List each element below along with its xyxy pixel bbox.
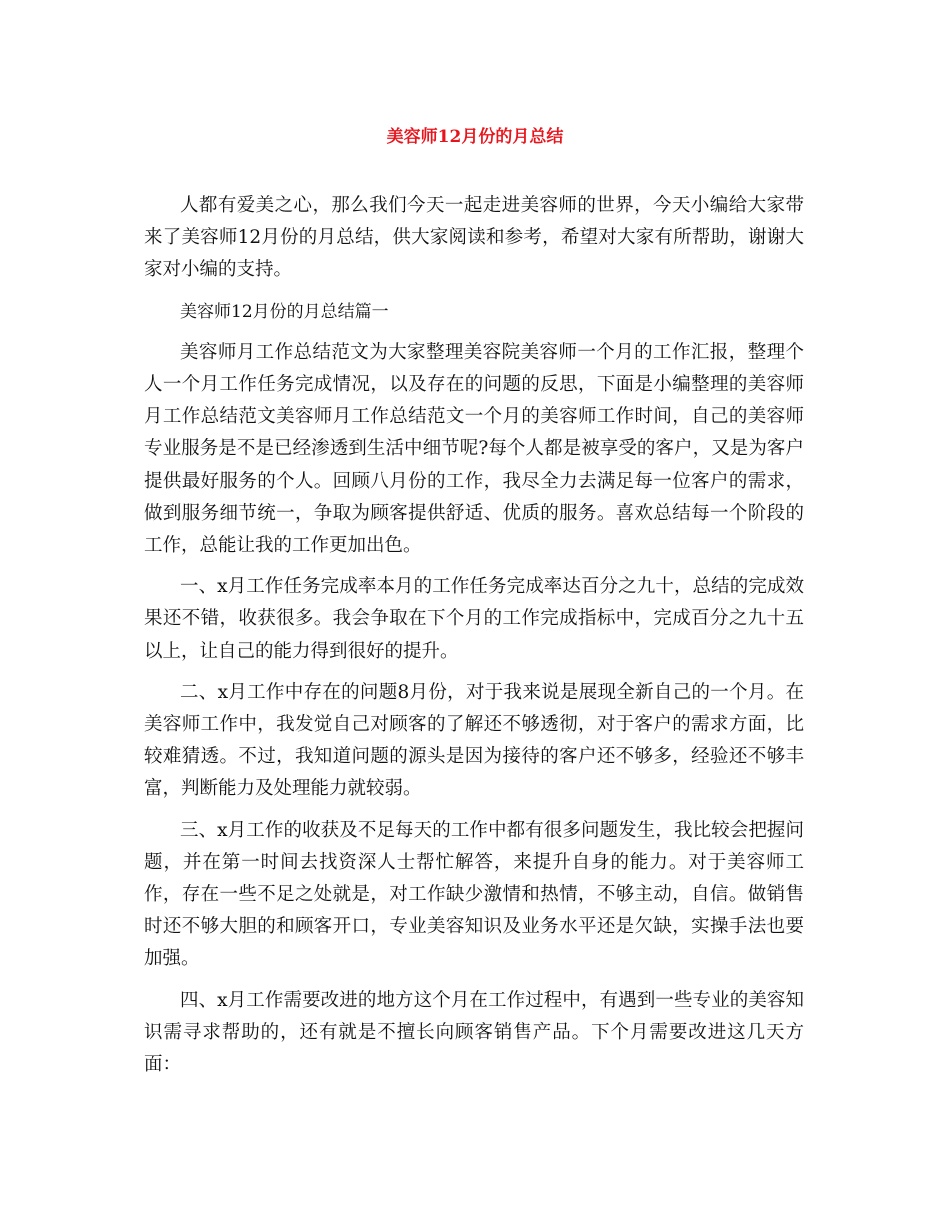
body-paragraph: 三、x月工作的收获及不足每天的工作中都有很多问题发生，我比较会把握问题，并在第一时间去找资深人士帮忙解答，来提升自身的能力。对于美容师工作，存在一些不足之处就是，对工作缺少激情和热情，不够主动，自信。做销售时还不够大胆的和顾客开口，专业美容知识及业务水平还是欠缺，实操手法也要加强。 (144, 819, 804, 970)
document-body (144, 190, 804, 1081)
body-paragraph: 四、x月工作需要改进的地方这个月在工作过程中，有遇到一些专业的美容知识需寻求帮助的，还有就是不擅长向顾客销售产品。下个月需要改进这几天方面： (144, 989, 804, 1076)
document-title: 美容师12月份的月总结 (386, 127, 564, 147)
section-heading: 美容师12月份的月总结篇一 (180, 301, 389, 322)
body-paragraph: 美容师月工作总结范文为大家整理美容院美容师一个月的工作汇报，整理个人一个月工作任务完成情况，以及存在的问题的反思，下面是小编整理的美容师月工作总结范文美容师月工作总结范文一个月的美容师工作时间，自己的美容师专业服务是不是已经渗透到生活中细节呢?每个人都是被享受的客户，又是为客户提供最好服务的个人。回顾八月份的工作，我尽全力去满足每一位客户的需求，做到服务细节统一，争取为顾客提供舒适、优质的服务。喜欢总结每一个阶段的工作，总能让我的工作更加出色。 (144, 341, 804, 557)
body-paragraph: 二、x月工作中存在的问题8月份，对于我来说是展现全新自己的一个月。在美容师工作中，我发觉自己对顾客的了解还不够透彻，对于客户的需求方面，比较难猜透。不过，我知道问题的源头是因为接待的客户还不够多，经验还不够丰富，判断能力及处理能力就较弱。 (144, 681, 804, 800)
intro-paragraph: 人都有爱美之心，那么我们今天一起走进美容师的世界，今天小编给大家带来了美容师12月份的月总结，供大家阅读和参考，希望对大家有所帮助，谢谢大家对小编的支持。 (144, 195, 804, 281)
body-paragraph: 一、x月工作任务完成率本月的工作任务完成率达百分之九十，总结的完成效果还不错，收获很多。我会争取在下个月的工作完成指标中，完成百分之九十五以上，让自己的能力得到很好的提升。 (144, 576, 804, 662)
